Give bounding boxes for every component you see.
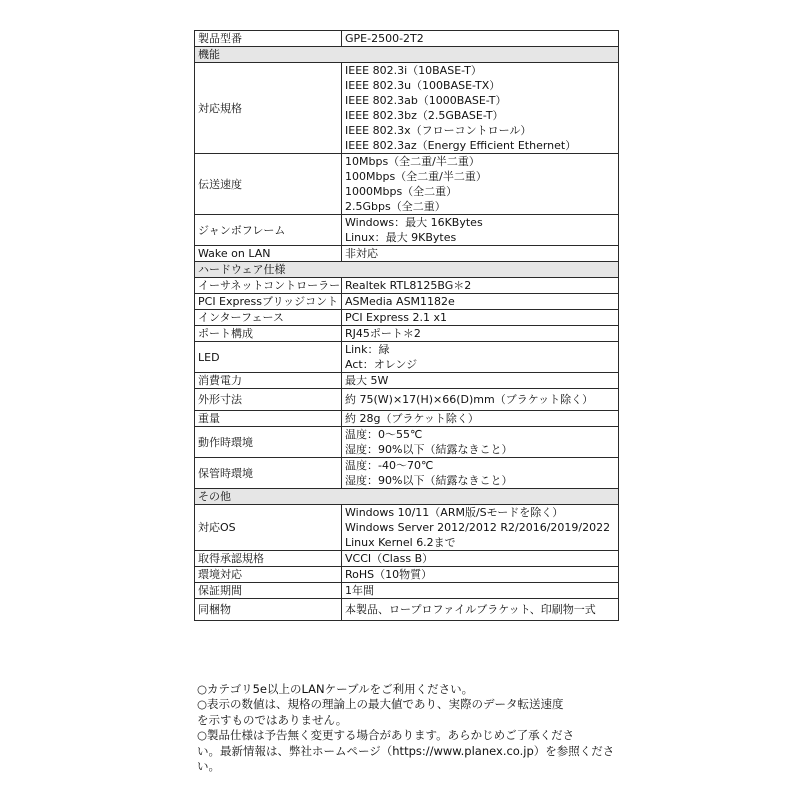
section-header-row: [195, 47, 619, 63]
spec-value: [342, 63, 619, 154]
spec-value-line: PCI Express 2.1 x1: [345, 311, 448, 324]
section-title: その他: [195, 489, 619, 505]
spec-value-line: 湿度：90%以下（結露なきこと）: [345, 443, 513, 456]
spec-value: [342, 310, 619, 326]
spec-value-line: Windows 10/11（ARM版/Sモードを除く）: [345, 506, 564, 519]
spec-label: 環境対応: [195, 567, 342, 583]
spec-value: [342, 505, 619, 551]
spec-row: [195, 342, 619, 373]
spec-label: 動作時環境: [195, 427, 342, 458]
spec-value-line: IEEE 802.3u（100BASE-TX）: [345, 79, 501, 92]
notes: [197, 682, 617, 774]
spec-value-line: Linux Kernel 6.2まで: [345, 536, 456, 549]
spec-label: Wake on LAN: [195, 246, 342, 262]
spec-value-line: RoHS（10物質）: [345, 568, 433, 581]
section-header-row: [195, 489, 619, 505]
spec-value: [342, 411, 619, 427]
spec-value-line: 温度：0～55℃: [345, 428, 423, 441]
spec-value-line: Link：緑: [345, 343, 390, 356]
spec-value: [342, 31, 619, 47]
spec-label: インターフェース: [195, 310, 342, 326]
spec-row: [195, 458, 619, 489]
spec-value-line: 本製品、ロープロファイルブラケット、印刷物一式: [345, 603, 596, 616]
spec-value-line: 10Mbps（全二重/半二重）: [345, 155, 480, 168]
note-line: ○カテゴリ5e以上のLANケーブルをご利用ください。: [197, 682, 474, 696]
spec-label: 同梱物: [195, 599, 342, 621]
spec-row: [195, 326, 619, 342]
spec-row: [195, 246, 619, 262]
spec-value: [342, 246, 619, 262]
spec-value-line: 非対応: [345, 247, 378, 260]
spec-table: [194, 30, 619, 621]
spec-value: [342, 389, 619, 411]
spec-value-line: 最大 5W: [345, 374, 389, 387]
spec-value-line: Windows Server 2012/2012 R2/2016/2019/2022: [345, 521, 611, 534]
spec-label: 保証期間: [195, 583, 342, 599]
spec-label: 対応規格: [195, 63, 342, 154]
spec-label: ジャンボフレーム: [195, 215, 342, 246]
spec-value: [342, 373, 619, 389]
spec-value: [342, 583, 619, 599]
spec-value-line: 2.5Gbps（全二重）: [345, 200, 446, 213]
spec-label: 重量: [195, 411, 342, 427]
spec-row: [195, 310, 619, 326]
spec-label: 消費電力: [195, 373, 342, 389]
spec-value: [342, 551, 619, 567]
spec-row: [195, 505, 619, 551]
spec-value: [342, 427, 619, 458]
note-line: い。: [197, 759, 220, 774]
spec-label: 取得承認規格: [195, 551, 342, 567]
spec-value-line: 100Mbps（全二重/半二重）: [345, 170, 487, 183]
spec-value-line: GPE-2500-2T2: [345, 32, 424, 45]
spec-value-line: ASMedia ASM1182e: [345, 295, 455, 308]
spec-value-line: 湿度：90%以下（結露なきこと）: [345, 474, 513, 487]
spec-row: [195, 31, 619, 47]
note-line: ○製品仕様は予告無く変更する場合があります。あらかじめご了承くださ: [197, 728, 575, 743]
spec-row: [195, 599, 619, 621]
spec-row: [195, 551, 619, 567]
spec-value: [342, 567, 619, 583]
spec-row: [195, 411, 619, 427]
spec-value-line: Windows：最大 16KBytes: [345, 216, 483, 229]
spec-value: [342, 294, 619, 310]
spec-value-line: Linux：最大 9KBytes: [345, 231, 457, 244]
spec-row: [195, 278, 619, 294]
spec-row: [195, 427, 619, 458]
spec-label: 伝送速度: [195, 154, 342, 215]
spec-label: ポート構成: [195, 326, 342, 342]
spec-label: PCI Expressブリッジコント: [195, 294, 342, 310]
spec-value-line: IEEE 802.3ab（1000BASE-T）: [345, 94, 507, 107]
spec-row: [195, 63, 619, 154]
spec-value-line: 温度：-40～70℃: [345, 459, 434, 472]
section-title: ハードウェア仕様: [195, 262, 619, 278]
spec-value: [342, 215, 619, 246]
spec-label: LED: [195, 342, 342, 373]
spec-value: [342, 599, 619, 621]
spec-value: [342, 326, 619, 342]
section-header-row: [195, 262, 619, 278]
spec-row: [195, 389, 619, 411]
section-title: 機能: [195, 47, 619, 63]
spec-label: イーサネットコントローラー: [195, 278, 342, 294]
spec-label: 外形寸法: [195, 389, 342, 411]
spec-value: [342, 154, 619, 215]
note-line: を示すものではありません。: [197, 712, 348, 727]
spec-value-line: 1000Mbps（全二重）: [345, 185, 458, 198]
spec-value-line: IEEE 802.3az（Energy Efficient Ethernet）: [345, 139, 577, 152]
spec-value-line: VCCI（Class B）: [345, 552, 434, 565]
spec-value: [342, 342, 619, 373]
spec-row: [195, 154, 619, 215]
spec-row: [195, 567, 619, 583]
spec-label: 対応OS: [195, 505, 342, 551]
spec-value-line: 約 75(W)×17(H)×66(D)mm（ブラケット除く）: [345, 393, 594, 406]
spec-value-line: Act：オレンジ: [345, 358, 418, 371]
note-line: い。最新情報は、弊社ホームページ（https://www.planex.co.jp）を参照くださ: [197, 743, 615, 758]
note-line: ○表示の数値は、規格の理論上の最大値であり、実際のデータ転送速度: [197, 697, 564, 712]
spec-row: [195, 583, 619, 599]
spec-row: [195, 215, 619, 246]
spec-value: [342, 278, 619, 294]
spec-label: 保管時環境: [195, 458, 342, 489]
spec-label: 製品型番: [195, 31, 342, 47]
spec-value-line: 1年間: [345, 584, 374, 597]
spec-value-line: RJ45ポート＊2: [345, 327, 421, 340]
spec-value: [342, 458, 619, 489]
spec-value-line: IEEE 802.3bz（2.5GBASE-T）: [345, 109, 504, 122]
spec-row: [195, 294, 619, 310]
spec-table-body: [195, 31, 619, 621]
spec-value-line: 約 28g（ブラケット除く）: [345, 412, 479, 425]
spec-value-line: IEEE 802.3i（10BASE-T）: [345, 64, 482, 77]
spec-value-line: IEEE 802.3x（フローコントロール）: [345, 124, 532, 137]
spec-row: [195, 373, 619, 389]
spec-value-line: Realtek RTL8125BG＊2: [345, 279, 472, 292]
